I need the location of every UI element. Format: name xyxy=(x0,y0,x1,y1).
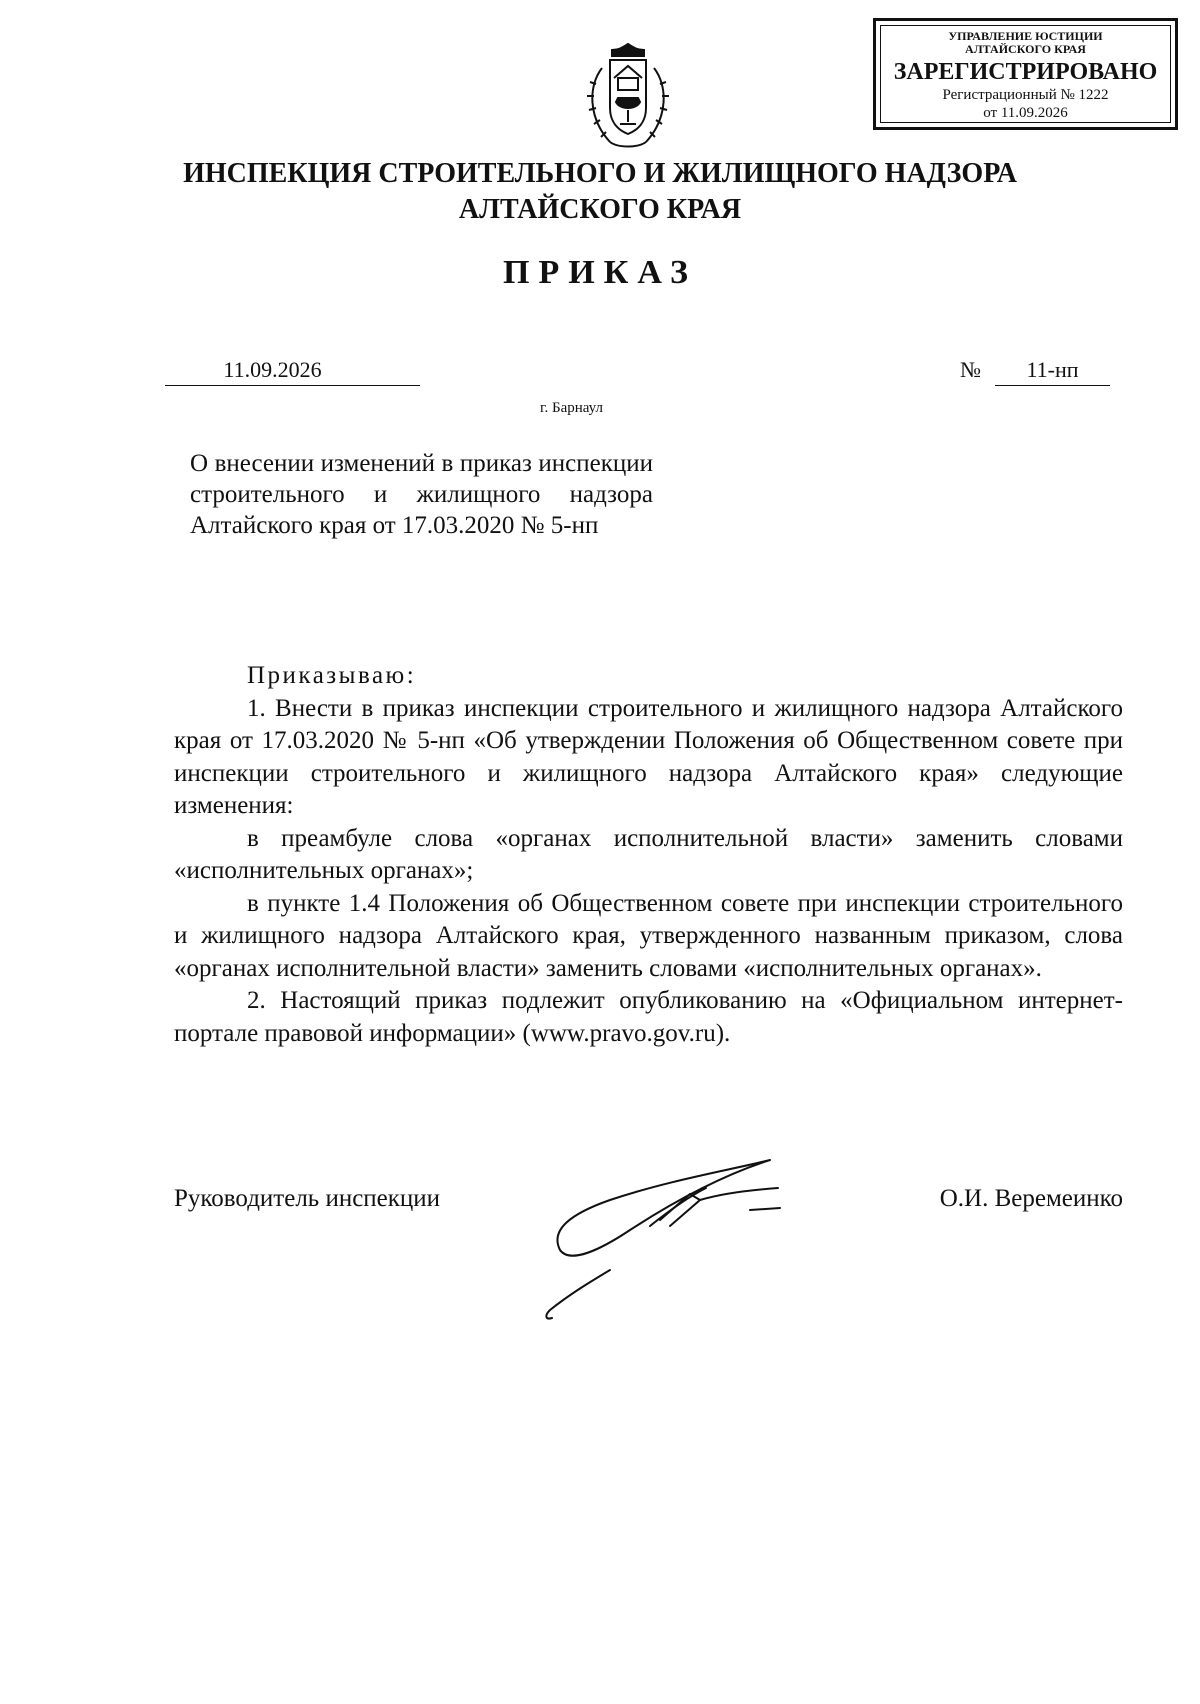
body-lead: Приказываю: xyxy=(247,662,417,689)
organization-title-line-1: ИНСПЕКЦИЯ СТРОИТЕЛЬНОГО И ЖИЛИЩНОГО НАДЗОРА xyxy=(183,158,1017,189)
document-city: г. Барнаул xyxy=(540,400,603,416)
body-paragraph: 2. Настоящий приказ подлежит опубликованию на «Официальном интернет-портале правовой информации» (www.pravo.gov.ru). xyxy=(174,987,1123,1047)
body-paragraph: в преамбуле слова «органах исполнительной власти» заменить словами «исполнительных органах»; xyxy=(174,824,1123,884)
number-sign: № xyxy=(960,357,981,382)
document-number-field xyxy=(995,355,1110,386)
stamp-reg-date: от 11.09.2026 xyxy=(983,105,1068,121)
stamp-reg-number: Регистрационный № 1222 xyxy=(942,87,1109,103)
document-subject: О внесении изменений в приказ инспекции строительного и жилищного надзора Алтайского края от 17.03.2020 № 5-нп xyxy=(190,450,653,539)
document-number: 11-нп xyxy=(1026,357,1079,382)
signatory-position: Руководитель инспекции xyxy=(174,1185,441,1212)
document-body xyxy=(174,660,1123,1050)
stamp-title: ЗАРЕГИСТРИРОВАНО xyxy=(893,59,1158,85)
document-type: ПРИКАЗ xyxy=(503,254,697,291)
organization-title xyxy=(100,156,1100,228)
signatory-name: О.И. Веремеинко xyxy=(939,1185,1123,1212)
organization-title-line-2: АЛТАЙСКОГО КРАЯ xyxy=(458,194,742,225)
registration-stamp-inner xyxy=(880,25,1171,123)
body-paragraph: 1. Внести в приказ инспекции строительного и жилищного надзора Алтайского края от 17.03.2020 № 5-нп «Об утверждении Положения об Общественном совете при инспекции строительного и жилищного надзора Алтайского края» следующие изменения: xyxy=(174,694,1123,819)
stamp-org-line-2: АЛТАЙСКОГО КРАЯ xyxy=(965,42,1086,56)
registration-stamp xyxy=(873,18,1178,130)
document-date-field xyxy=(165,355,420,386)
coat-of-arms-icon xyxy=(572,38,684,156)
body-paragraph: в пункте 1.4 Положения об Общественном совете при инспекции строительного и жилищного надзора Алтайского края, утвержденного названным приказом, слова «органах исполнительной власти» заменить словами «исполнительных органах». xyxy=(174,889,1123,982)
handwritten-signature xyxy=(530,1140,860,1320)
stamp-org-line-1: УПРАВЛЕНИЕ ЮСТИЦИИ xyxy=(948,29,1103,43)
document-date: 11.09.2026 xyxy=(223,357,322,382)
